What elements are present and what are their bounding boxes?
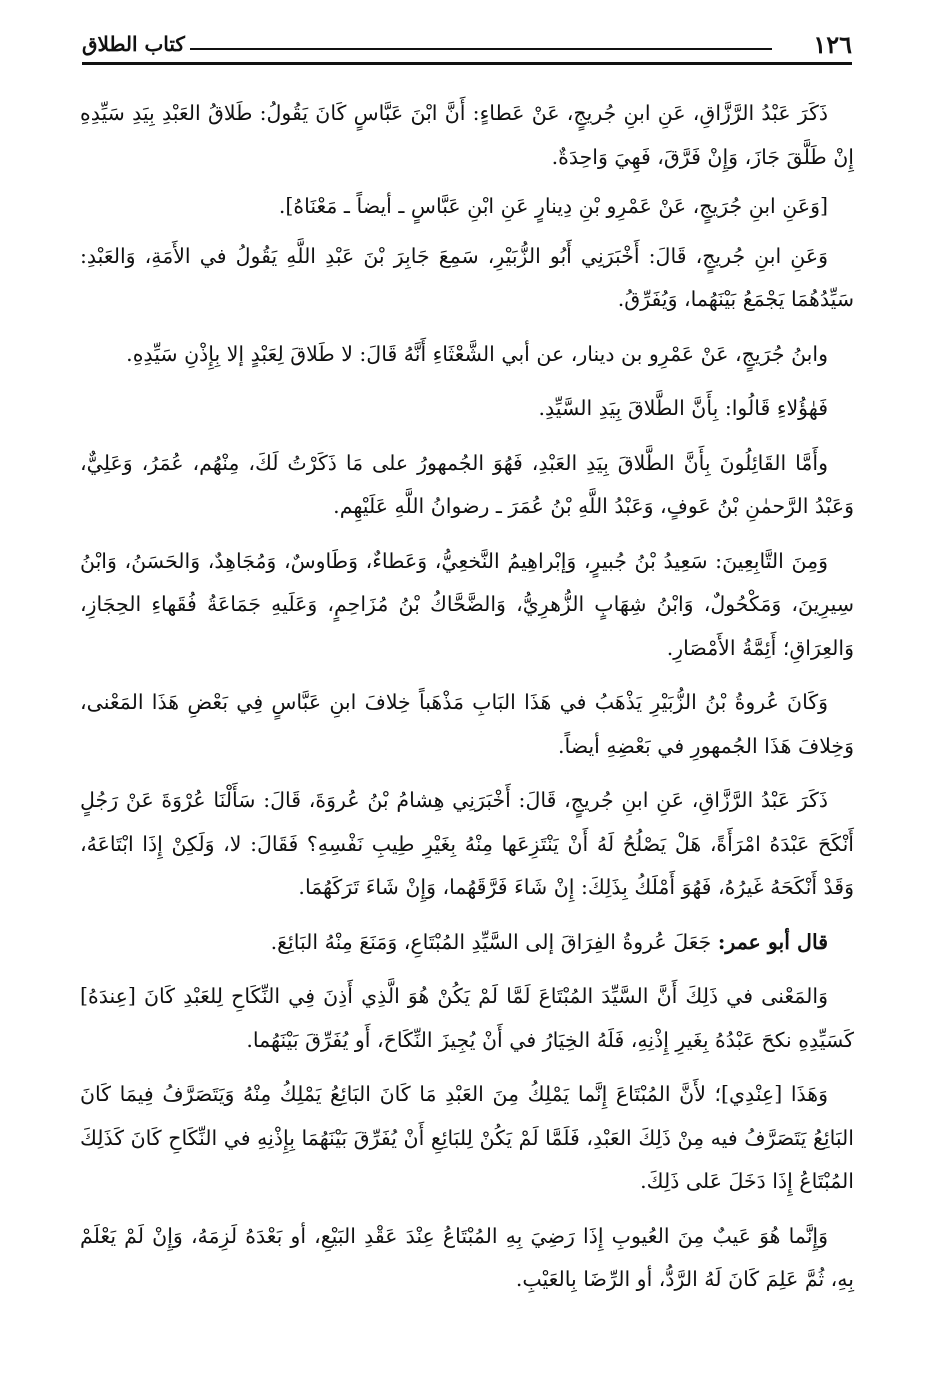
paragraph: وَهَذَا [عِنْدِي]؛ لأَنَّ المُبْتَاعَ إِنَّما يَمْلِكُ مِنَ العَبْدِ مَا كَانَ البَائِعُ يَمْلِكُ مِنْهُ وَيَتَصَرَّفُ فِيمَا كَانَ البَائِعُ يَتَصَرَّفُ فيه مِنْ ذَلِكَ العَبْدِ، فَلَمَّا لَمْ يَكُنْ لِلبَائِعِ أَنْ يُفَرِّقَ بَيْنَهُمَا بِإِذْنِهِ في النِّكَاحِ كَانَ كَذَلِكَ المُبْتَاعُ إِذَا دَخَلَ عَلى ذَلِكَ. bbox=[80, 1082, 854, 1193]
running-header bbox=[82, 24, 852, 62]
header-rule bbox=[190, 48, 772, 50]
paragraph: وَالمَعْنى في ذَلِكَ أَنَّ السَّيِّدَ المُبْتَاعَ لَمَّا لَمْ يَكُنْ هُوَ الَّذِي أَذِنَ فِي النِّكَاحِ لِلعَبْدِ كَانَ [عِندَهُ] كَسَيِّدِهِ نكحَ عَبْدُهُ بِغَيرِ إِذْنِهِ، فَلَهُ الخِيَارُ في أَنْ يُجِيزَ النِّكَاحَ، أَو يُفَرِّقَ بَيْنَهُما. bbox=[80, 984, 854, 1052]
paragraph: ذَكَرَ عَبْدُ الرَّزَّاقِ، عَنِ ابنِ جُريجٍ، عَنْ عَطاءٍ: أَنَّ ابْنَ عَبَّاسٍ كَانَ يَقُولُ: طَلاقُ العَبْدِ بِيَدِ سَيِّدِهِ إِنْ طَلَّقَ جَازَ، وَإِنْ فَرَّقَ، فَهِيَ وَاحِدَةٌ. bbox=[80, 101, 854, 169]
paragraph: وَكَانَ عُروةُ بْنُ الزُّبَيْرِ يَذْهَبُ في هَذَا البَابِ مَذْهَباً خِلافَ ابنِ عَبَّاسٍ فِي بَعْضِ هَذَا المَعْنى، وَخِلافَ هَذَا الجُمهورِ في بَعْضِهِ أيضاً. bbox=[80, 690, 854, 758]
paragraph: ذَكَرَ عَبْدُ الرَّزَّاقِ، عَنِ ابنِ جُريجٍ، قَالَ: أَخْبَرَنِي هِشامُ بْنُ عُروَةَ، قَالَ: سَأَلْنَا عُرْوَةَ عَنْ رَجُلٍ أَنْكَحَ عَبْدَهُ امْرَأَةً، هَلْ يَصْلُحُ لَهُ أَنْ يَنْتَزِعَها مِنْهُ بِغَيْرِ طِيبِ نَفْسِهِ؟ فَقَالَ: لا، وَلَكِنْ إِذَا ابْتَاعَهُ، وَقَدْ أَنْكَحَهُ غَيرُهُ، فَهُوَ أَمْلَكُ بِذَلِكَ: إِنْ شَاءَ فَرَّقَهُما، وَإِنْ شَاءَ تَرَكَهُمَا. bbox=[80, 788, 854, 899]
paragraph: وأَمَّا القَائِلُونَ بِأَنَّ الطَّلاقَ بِيَدِ العَبْدِ، فَهُوَ الجُمهورُ على مَا ذَكَرْتُ لَكَ، مِنْهُم، عُمَرُ، وَعَلِيٌّ، وَعَبْدُ الرَّحمٰنِ بْنُ عَوفٍ، وَعَبْدُ اللَّهِ بْنُ عُمَرَ ـ رضوانُ اللَّهِ عَلَيْهِم. bbox=[80, 450, 854, 518]
paragraph: فَهٰؤُلاءِ قَالُوا: بِأَنَّ الطَّلاقَ بِيَدِ السَّيِّدِ. bbox=[538, 396, 828, 420]
abu-omar-text: جَعَلَ عُروةُ الفِرَاقَ إلى السَّيِّدِ المُبْتَاعِ، وَمَنَعَ مِنْهُ البَائِعَ. bbox=[270, 929, 712, 954]
page-body bbox=[80, 92, 854, 1313]
abu-omar-paragraph bbox=[80, 921, 854, 965]
paragraph: وَإِنَّما هُوَ عَيبٌ مِنَ العُيوبِ إِذَا رَضِيَ بِهِ المُبْتَاعُ عِنْدَ عَقْدِ البَيْعِ، أو بَعْدَهُ لَزِمَهُ، وَإِنْ لَمْ يَعْلَمْ بِهِ، ثُمَّ عَلِمَ كَانَ لَهُ الرَّدُّ، أو الرِّضَا بِالعَيْبِ. bbox=[80, 1223, 854, 1291]
paragraph: [وَعَنِ ابنِ جُرَيجٍ، عَنْ عَمْرِو بْنِ دِينارٍ عَنِ ابْنِ عَبَّاسٍ ـ أيضاً ـ مَعْنَاهُ]. bbox=[278, 194, 828, 218]
abu-omar-label: قال أبو عمر: bbox=[717, 929, 828, 954]
header-divider bbox=[82, 62, 852, 65]
paragraph: وَمِنَ التَّابِعِينَ: سَعِيدُ بْنُ جُبيرٍ، وَإبْراهِيمُ النَّخعِيُّ، وَعَطاءٌ، وَطَاوسٌ، وَمُجَاهِدٌ، وَالحَسَنُ، وَابْنُ سِيرِينَ، وَمَكْحُولٌ، وَابْنُ شِهَابٍ الزُّهرِيُّ، وَالضَّحَّاكُ بْنُ مُزَاحِمٍ، وَعَلَيهِ جَمَاعَةُ فُقَهاءِ الحِجَازِ، وَالعِرَاقِ؛ أَئِمَّةُ الأَمْصَارِ. bbox=[80, 548, 854, 660]
page-number: ١٢٦ bbox=[813, 30, 852, 59]
book-title: كتاب الطلاق bbox=[82, 32, 185, 56]
paragraph: وَعَنِ ابنِ جُريجٍ، قَالَ: أَخْبَرَنِي أَبُو الزُّبَيْرِ، سَمِعَ جَابِرَ بْنَ عَبْدِ اللَّهِ يَقُولُ في الأَمَةِ، وَالعَبْدِ: سَيِّدُهُمَا يَجْمَعُ بَيْنَهُما، وَيُفَرِّقُ. bbox=[80, 243, 854, 311]
paragraph: وابنُ جُرَيجٍ، عَنْ عَمْرِو بن دينار، عن أبي الشَّعْثَاءِ أَنَّهُ قَالَ: لا طَلاقَ لِعَبْدٍ إلا بِإِذْنِ سَيِّدِهِ. bbox=[126, 341, 828, 366]
